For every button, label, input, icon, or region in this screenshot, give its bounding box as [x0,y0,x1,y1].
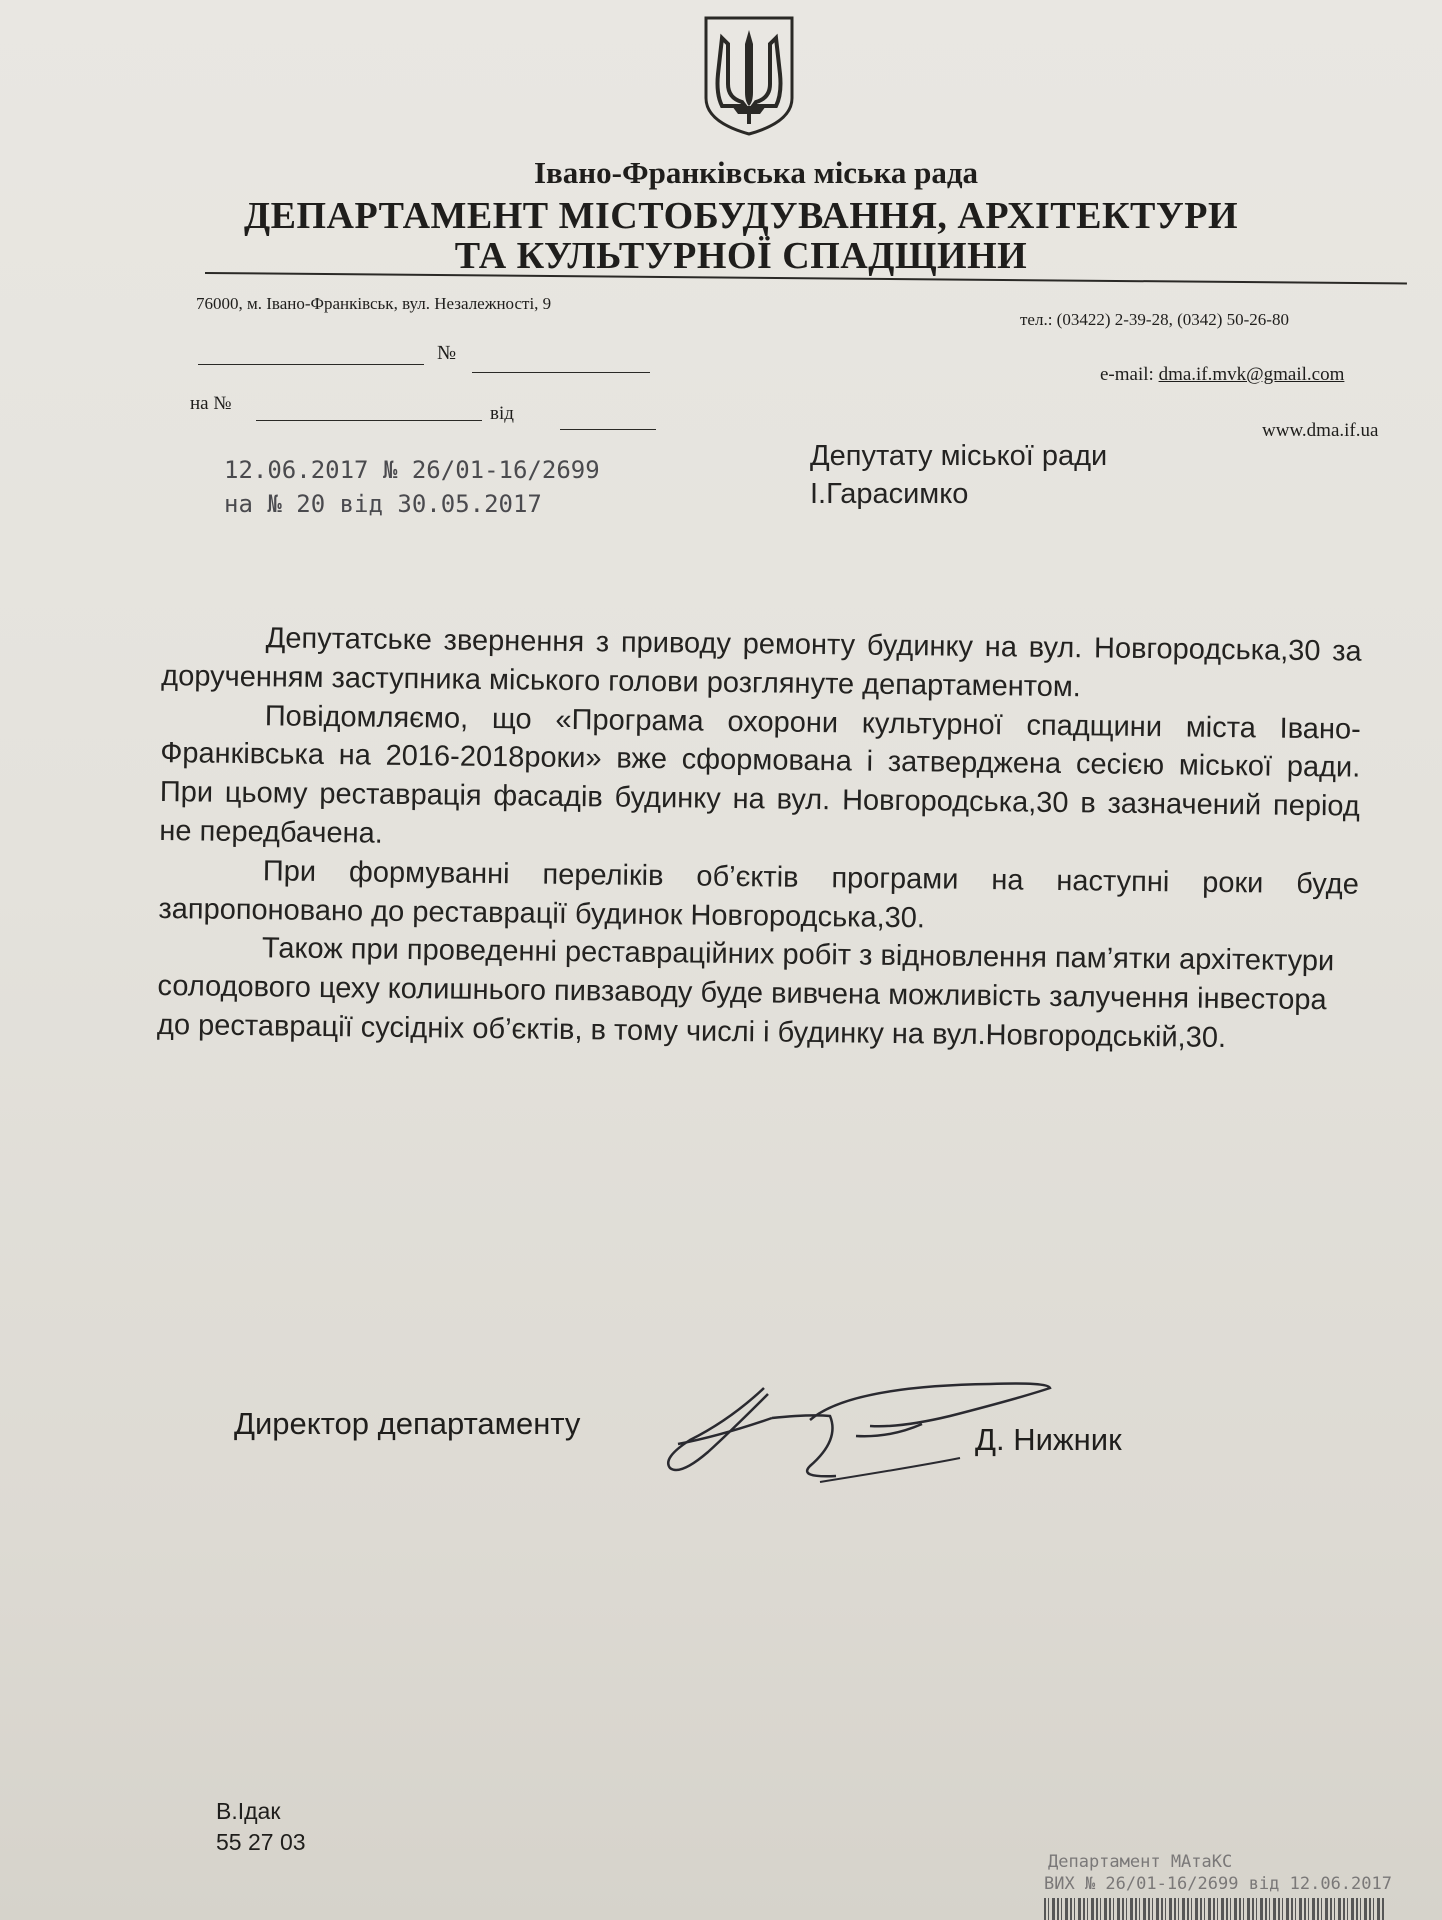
ukraine-trident-icon [702,14,796,138]
addressee-name: І.Гарасимко [810,478,969,510]
body-paragraph-2: Повідомляємо, що «Програма охорони культурної спадщини міста Івано-Франківська на 2016-2018роки» вже сформована і затверджена сесією міської ради. При цьому реставрація фасадів будинку на вул. Новгородська,30 в зазначений період не передбачена. [159,699,1361,850]
number-label: № [437,342,457,364]
executor-name: В.Ідак [216,1798,281,1824]
outgoing-date-line [198,364,424,365]
barcode [1044,1898,1384,1920]
body-paragraph-3: При формуванні переліків об’єктів програми на наступні роки буде запропоновано до реставрації будинок Новгородська,30. [158,855,1360,934]
email-value: dma.if.mvk@gmail.com [1158,364,1345,385]
from-label: від [490,403,514,424]
department-phone: тел.: (03422) 2-39-28, (0342) 50-26-80 [1020,310,1289,329]
outgoing-number-line [472,372,650,373]
reply-to-label: на № [190,393,232,414]
addressee-title: Депутату міської ради [810,440,1108,472]
email-label: e-mail: [1100,364,1159,385]
body-paragraph-4: Також при проведенні реставраційних робіт з відновлення пам’ятки архітектури солодового цеху колишнього пивзаводу буде вивчена можливість залучення інвестора до реставрації сусідніх об’єктів, в тому числі і будинку на вул.Новгородській,30. [156,932,1335,1054]
department-name-line1: ДЕПАРТАМЕНТ МІСТОБУДУВАННЯ, АРХІТЕКТУРИ [243,195,1239,237]
reply-date-line [560,429,656,430]
stamp-department: Департамент МАтаКС [1048,1852,1233,1872]
signatory-name: Д. Нижник [975,1422,1122,1457]
department-name-line2: ТА КУЛЬТУРНОЇ СПАДЩИНИ [454,235,1028,277]
department-email [1100,364,1344,386]
reply-number-line [256,420,482,421]
executor-phone: 55 27 03 [216,1829,306,1855]
council-name: Івано-Франківська міська рада [533,155,979,190]
department-address: 76000, м. Івано-Франківськ, вул. Незалежності, 9 [196,294,552,313]
department-website: www.dma.if.ua [1262,420,1379,441]
stamp-outgoing-number: ВИХ № 26/01-16/2699 від 12.06.2017 [1044,1874,1392,1894]
reply-reference: на № 20 від 30.05.2017 [224,490,542,518]
registration-number: 12.06.2017 № 26/01-16/2699 [224,456,600,484]
signatory-title: Директор департаменту [234,1406,581,1441]
body-paragraph-1: Депутатське звернення з приводу ремонту будинку на вул. Новгородська,30 за дорученням заступника міського голови розглянуте департаментом. [161,622,1362,704]
letter-body [157,618,1362,1059]
